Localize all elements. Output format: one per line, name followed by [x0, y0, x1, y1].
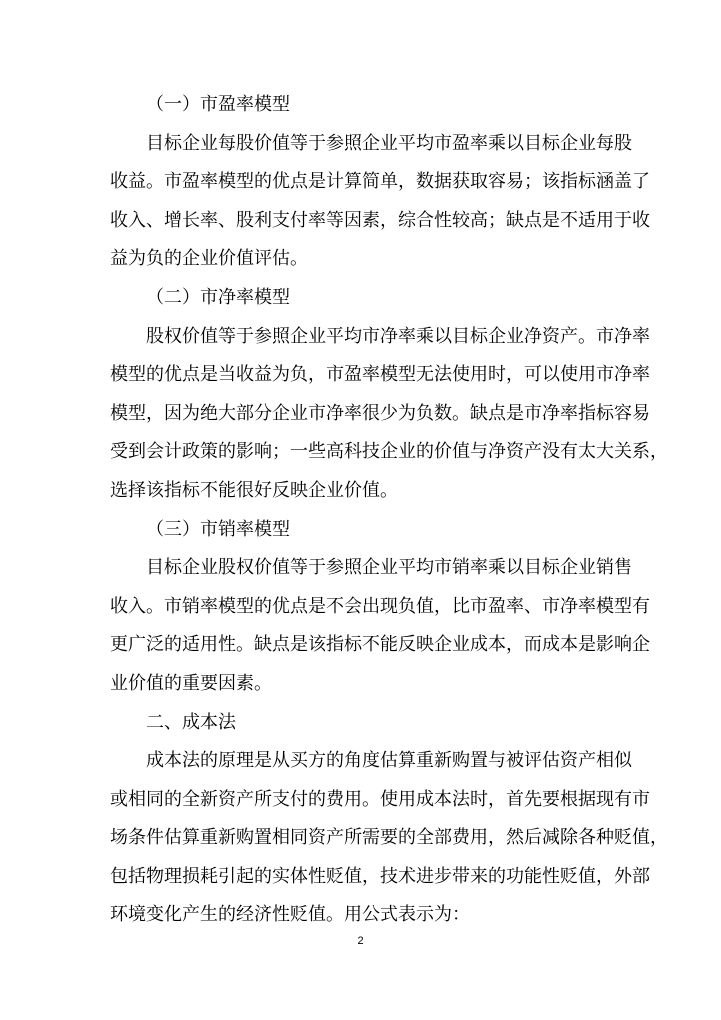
paragraph-line: 目标企业股权价值等于参照企业平均市销率乘以目标企业销售 [146, 557, 632, 579]
paragraph-line: 更广泛的适用性。缺点是该指标不能反映企业成本，而成本是影响企 [110, 634, 650, 656]
paragraph-line: 受到会计政策的影响；一些高科技企业的价值与净资产没有太大关系， [110, 441, 668, 463]
paragraph-line: 收入、增长率、股利支付率等因素，综合性较高；缺点是不适用于收 [110, 209, 650, 231]
heading-ps-model: （三）市销率模型 [146, 518, 290, 540]
paragraph-line: 股权价值等于参照企业平均市净率乘以目标企业净资产。市净率 [146, 325, 650, 347]
paragraph-line: 收入。市销率模型的优点是不会出现负值，比市盈率、市净率模型有 [110, 595, 650, 617]
paragraph-line: 业价值的重要因素。 [110, 672, 272, 694]
heading-cost-method: 二、成本法 [146, 711, 236, 733]
heading-pb-model: （二）市净率模型 [146, 286, 290, 308]
page-number: 2 [357, 935, 364, 947]
heading-pe-model: （一）市盈率模型 [146, 94, 290, 115]
paragraph-line: 包括物理损耗引起的实体性贬值，技术进步带来的功能性贬值，外部 [110, 865, 650, 887]
paragraph-line: 收益。市盈率模型的优点是计算简单，数据获取容易；该指标涵盖了 [110, 171, 650, 193]
paragraph-line: 选择该指标不能很好反映企业价值。 [110, 479, 398, 501]
paragraph-line: 益为负的企业价值评估。 [110, 248, 308, 270]
paragraph-line: 成本法的原理是从买方的角度估算重新购置与被评估资产相似 [146, 750, 632, 772]
paragraph-line: 模型，因为绝大部分企业市净率很少为负数。缺点是市净率指标容易 [110, 402, 650, 424]
paragraph-line: 环境变化产生的经济性贬值。用公式表示为： [110, 904, 470, 926]
paragraph-line: 场条件估算重新购置相同资产所需要的全部费用，然后减除各种贬值， [110, 827, 668, 849]
paragraph-line: 目标企业每股价值等于参照企业平均市盈率乘以目标企业每股 [146, 132, 632, 154]
document-body [110, 86, 668, 935]
paragraph-line: 模型的优点是当收益为负，市盈率模型无法使用时，可以使用市净率 [110, 364, 650, 386]
paragraph-line: 或相同的全新资产所支付的费用。使用成本法时，首先要根据现有市 [110, 788, 650, 810]
